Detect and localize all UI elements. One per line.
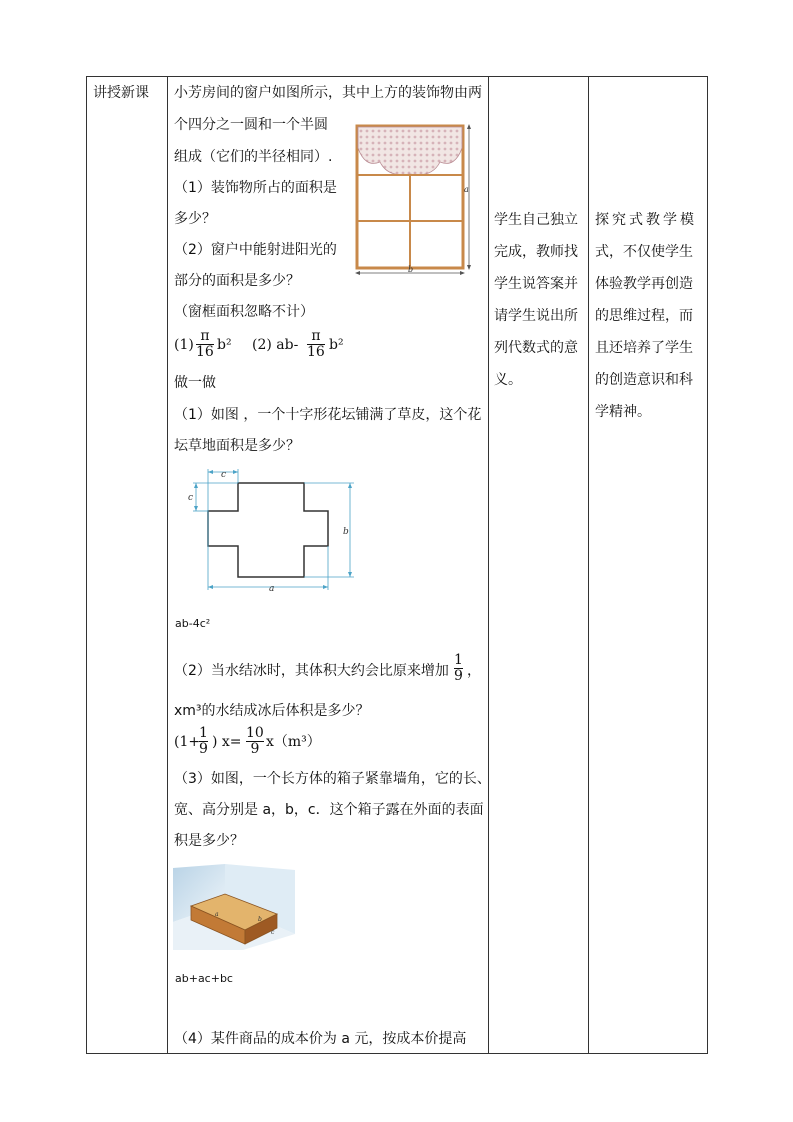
design-intent-line: 学精神。 [595,404,651,420]
fraction-numerator: 1 [199,725,208,741]
fraction-denominator: 9 [250,741,260,757]
fraction [246,726,264,757]
student-activity-line: 学生自己独立 [494,212,578,228]
section-heading: 做一做 [174,375,216,391]
window-label-a: a [464,185,469,194]
design-intent [595,204,701,428]
problem-text: 组成（它们的半径相同）. [174,149,333,165]
window-figure [352,122,476,277]
design-intent-line: 探究式教学模 [595,212,697,228]
fraction [196,329,214,360]
cross-figure [186,466,362,598]
box-label-b: b [258,916,262,923]
design-intent-line: 的思维过程，而 [595,308,693,324]
fraction-denominator: 16 [307,344,325,360]
fraction-denominator: 9 [454,668,463,684]
fraction-numerator: π [200,328,210,344]
student-activity-line: 请学生说出所 [494,308,578,324]
design-intent-line: 且还培养了学生 [595,340,693,356]
student-activity [494,204,584,396]
cross-label-c: c [188,493,194,503]
answer-text: x（m³） [266,734,321,750]
punctuation: ， [467,663,481,679]
fraction [307,329,325,360]
student-activity-line: 列代数式的意 [494,340,578,356]
note-text: （窗框面积忽略不计） [174,304,314,320]
design-intent-line: 式，不仅使学生 [595,244,693,260]
answer-suffix: b² [217,337,232,353]
student-activity-line: 完成，教师找 [494,244,578,260]
window-label-b: b [408,265,414,274]
question-text: 坛草地面积是多少？ [174,438,300,454]
column-divider [488,76,489,1054]
question-text: 宽、高分别是 a，b，c．这个箱子露在外面的表面 [174,802,484,818]
design-intent-line: 的创造意识和科 [595,372,693,388]
question-text: （1）如图 ，一个十字形花坛铺满了草皮，这个花 [174,407,482,423]
answer-suffix: b² [329,337,344,353]
cross-label-a: a [269,584,275,594]
column-divider [588,76,589,1054]
answer-text: ab+ac+bc [175,972,233,985]
box-label-c: c [271,929,275,936]
question-text: （1）装饰物所占的面积是 [174,180,337,196]
answer-prefix: (2) ab- [252,337,299,353]
question-text: xm³的水结成冰后体积是多少？ [174,703,370,719]
fraction-denominator: 16 [196,344,214,360]
problem-text: 小芳房间的窗户如图所示，其中上方的装饰物由两 [174,85,482,101]
answer-text: ) x= [212,734,242,750]
answer-text: ab-4c² [175,617,211,630]
fraction-denominator: 9 [199,741,208,757]
design-intent-line: 体验教学再创造 [595,276,693,292]
fraction-numerator: π [311,328,321,344]
section-label: 讲授新课 [93,85,149,101]
question-text: （2）当水结冰时，其体积大约会比原来增加 [174,663,449,679]
fraction [454,653,463,684]
question-text: （2）窗户中能射进阳光的 [174,242,337,258]
question-text: （3）如图，一个长方体的箱子紧靠墙角，它的长、 [174,771,491,787]
question-text: 多少？ [174,211,216,227]
student-activity-line: 义。 [494,372,522,388]
fraction [199,726,208,757]
question-text: 部分的面积是多少？ [174,273,300,289]
answer-text: (1+ [174,734,201,750]
answer-prefix: (1) [174,337,194,353]
column-divider [167,76,168,1054]
question-text: 积是多少？ [174,833,244,849]
cross-label-c: c [221,470,227,480]
fraction-numerator: 10 [246,725,264,741]
box-figure [173,864,295,950]
student-activity-line: 学生说答案并 [494,276,578,292]
cross-label-b: b [343,527,349,537]
fraction-numerator: 1 [454,652,463,668]
question-text: （4）某件商品的成本价为 a 元，按成本价提高 [174,1031,467,1047]
problem-text: 个四分之一圆和一个半圆 [174,117,328,133]
box-label-a: a [215,911,219,918]
